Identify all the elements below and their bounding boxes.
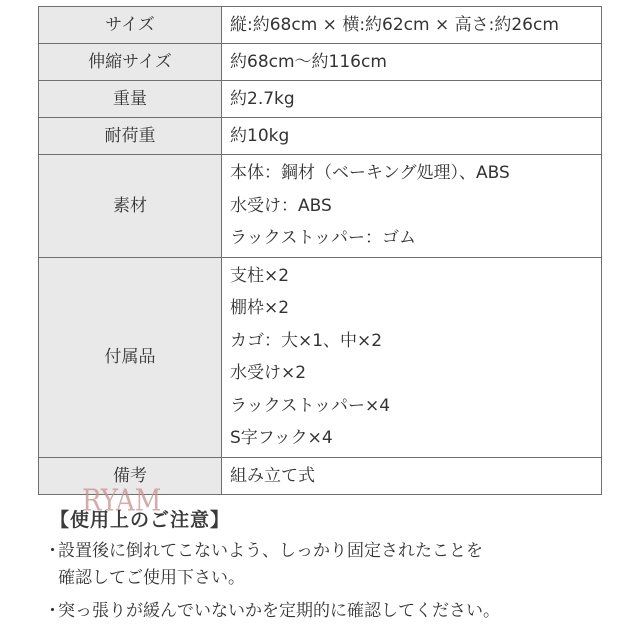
spec-row-material — [39, 155, 602, 258]
material-line: 水受け：ABS — [230, 195, 332, 216]
spec-value-remarks: 組み立て式 — [222, 457, 602, 494]
spec-value-size: 縦:約68cm × 横:約62cm × 高さ:約26cm — [222, 7, 602, 44]
spec-label-load: 耐荷重 — [39, 118, 222, 155]
spec-value-load: 約10kg — [222, 118, 602, 155]
spec-value-weight: 約2.7kg — [222, 81, 602, 118]
caution-note-line: 確認してご使用下さい。 — [58, 568, 245, 588]
accessory-line: 棚枠×2 — [230, 298, 290, 318]
caution-heading: 【使用上のご注意】 — [50, 509, 231, 531]
watermark: RYAM — [82, 484, 162, 519]
spec-row-load — [39, 118, 602, 155]
spec-table — [38, 6, 602, 495]
spec-label-extend: 伸縮サイズ — [39, 44, 222, 81]
caution-note — [44, 598, 624, 625]
spec-row-accessories — [39, 257, 602, 457]
caution-note-line: 設置後に倒れてこないよう、しっかり固定されたことを — [58, 541, 483, 561]
accessory-line: S字フック×4 — [230, 428, 333, 448]
spec-label-remarks: 備考 — [39, 457, 222, 494]
spec-row-extend — [39, 44, 602, 81]
accessory-line: 水受け×2 — [230, 363, 307, 383]
spec-value-accessories — [222, 257, 602, 457]
spec-label-accessories: 付属品 — [39, 257, 222, 457]
spec-value-extend: 約68cm〜約116cm — [222, 44, 602, 81]
spec-row-weight — [39, 81, 602, 118]
material-line: 本体：鋼材（ベーキング処理）、ABS — [230, 163, 510, 183]
spec-label-size: サイズ — [39, 7, 222, 44]
caution-notes — [44, 538, 624, 631]
accessory-line: 支柱×2 — [230, 265, 290, 286]
spec-label-weight: 重量 — [39, 81, 222, 118]
accessory-line: カゴ：大×1、中×2 — [230, 330, 383, 351]
caution-note — [44, 538, 624, 592]
spec-label-material: 素材 — [39, 155, 222, 258]
spec-value-material — [222, 155, 602, 258]
accessory-line: ラックストッパー×4 — [230, 395, 391, 416]
bullet-mark: ・ — [44, 601, 61, 621]
spec-row-size — [39, 7, 602, 44]
caution-note-line: 突っ張りが緩んでいないかを定期的に確認してください。 — [58, 601, 500, 621]
bullet-mark: ・ — [44, 541, 61, 561]
material-line: ラックストッパー：ゴム — [230, 228, 416, 248]
